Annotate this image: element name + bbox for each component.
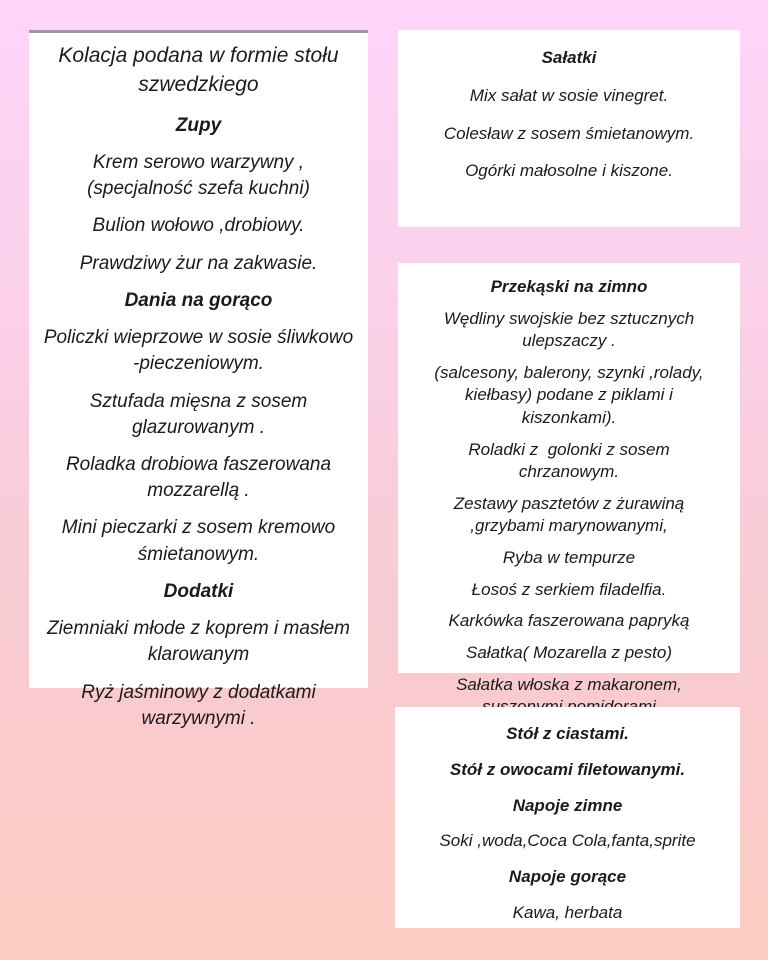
menu-item: Policzki wieprzowe w sosie śliwkowo -pieczeniowym. xyxy=(43,327,359,375)
menu-item: Roladki z golonki z sosem chrzanowym. xyxy=(468,439,675,482)
menu-item: Roladka drobiowa faszerowana mozzarellą . xyxy=(65,453,337,502)
panel-cold-starters xyxy=(398,263,740,694)
menu-item: Bulion wołowo ,drobiowy. xyxy=(92,215,305,237)
menu-heading: Stół z owocami filetowanymi. xyxy=(449,759,686,779)
menu-heading: Zupy xyxy=(175,114,222,136)
menu-item: Wędliny swojskie bez sztucznych ulepszaczy . xyxy=(443,308,699,351)
menu-item: Karkówka faszerowana papryką xyxy=(448,611,690,631)
menu-heading: Dania na gorąco xyxy=(124,289,273,311)
menu-item: Ryż jaśminowy z dodatkami warzywnymi . xyxy=(81,681,321,729)
menu-item: Mix sałat w sosie vinegret. xyxy=(469,85,669,105)
menu-item: Sztufada mięsna z sosem glazurowanym . xyxy=(89,390,313,438)
menu-heading: Sałatki xyxy=(541,48,597,67)
menu-item: Zestawy pasztetów z żurawiną ,grzybami marynowanymi, xyxy=(453,493,689,536)
menu-item: Ogórki małosolne i kiszone. xyxy=(465,161,673,181)
menu-title: Kolacja podana w formie stołu szwedzkiego xyxy=(58,44,345,97)
menu-heading: Przekąski na zimno xyxy=(490,277,648,296)
menu-item: Łosoś z serkiem filadelfia. xyxy=(471,579,667,599)
menu-item: Ziemniaki młode z koprem i masłem klarowanym xyxy=(46,618,356,666)
menu-heading: Napoje gorące xyxy=(508,867,627,887)
menu-item: Prawdziwy żur na zakwasie. xyxy=(79,252,318,274)
menu-item: Sałatka włoska z makaronem, xyxy=(456,674,682,694)
menu-item: Kawa, herbata xyxy=(512,902,623,922)
menu-heading: Dodatki xyxy=(163,580,234,602)
menu-item: Krem serowo warzywny , (specjalność szefa kuchni) xyxy=(87,152,310,200)
menu-item: Colesław z sosem śmietanowym. xyxy=(443,123,695,143)
panel-main-menu xyxy=(29,30,368,729)
menu-item: Sałatka( Mozarella z pesto) xyxy=(466,642,672,662)
panel-desserts-drinks xyxy=(395,707,740,928)
panel-salads xyxy=(398,30,740,227)
menu-heading: Napoje zimne xyxy=(512,795,623,815)
menu-item: Ryba w tempurze xyxy=(502,548,636,568)
menu-heading: Stół z ciastami. xyxy=(506,724,629,743)
menu-item: (salcesony, balerony, szynki ,rolady, kiełbasy) podane z piklami i kiszonkami). xyxy=(434,362,709,428)
menu-item: Mini pieczarki z sosem kremowo śmietanowym. xyxy=(61,517,341,565)
menu-item: Soki ,woda,Coca Cola,fanta,sprite xyxy=(439,831,696,851)
